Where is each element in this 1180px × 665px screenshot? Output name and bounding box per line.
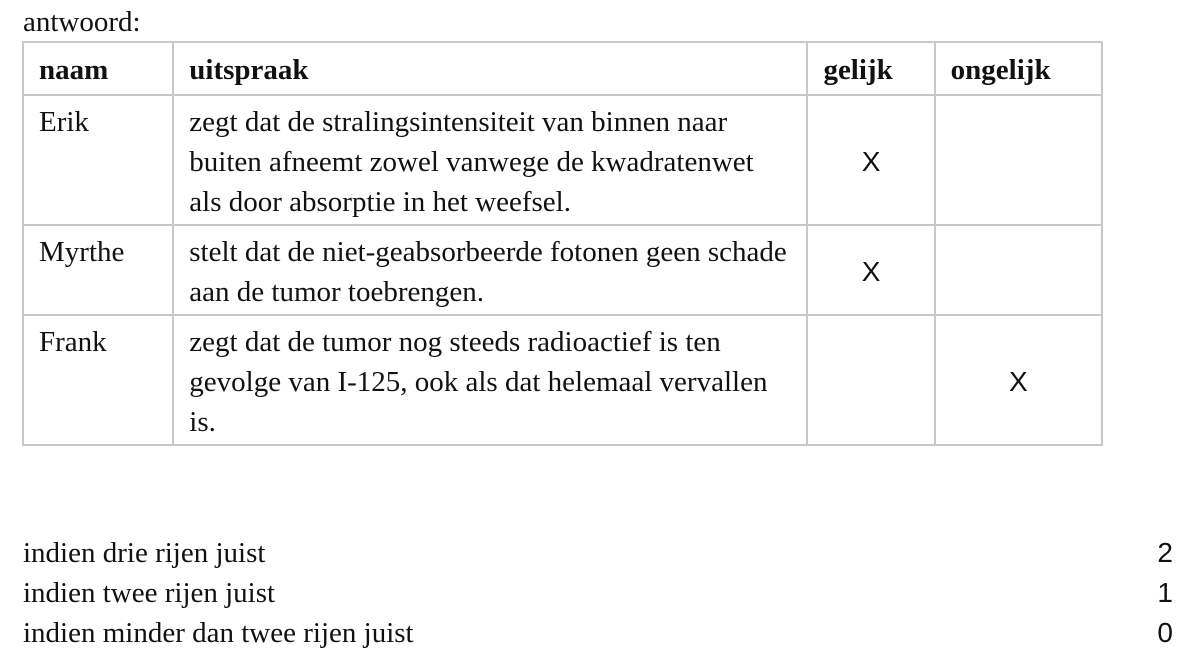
scoring-points: 2 [1157, 537, 1173, 568]
scoring-points: 0 [1157, 617, 1173, 648]
scoring-row [23, 613, 1173, 653]
scoring-list [23, 533, 1173, 653]
scoring-row [23, 573, 1173, 613]
table-row [23, 315, 1102, 445]
cell-naam: Myrthe [23, 225, 173, 315]
cell-ongelijk [935, 95, 1102, 225]
cell-ongelijk [935, 225, 1102, 315]
answer-label: antwoord: [23, 6, 141, 38]
header-ongelijk: ongelijk [935, 42, 1102, 95]
scoring-criterion: indien twee rijen juist [23, 577, 276, 609]
cell-naam: Erik [23, 95, 173, 225]
scoring-points: 1 [1157, 577, 1173, 608]
cell-naam: Frank [23, 315, 173, 445]
cell-uitspraak: zegt dat de stralingsintensiteit van binnen naar buiten afneemt zowel vanwege de kwadratenwet als door absorptie in het weefsel. [173, 95, 807, 225]
table-row [23, 225, 1102, 315]
cell-uitspraak: stelt dat de niet-geabsorbeerde fotonen geen schade aan de tumor toebrengen. [173, 225, 807, 315]
scoring-row [23, 533, 1173, 573]
cell-ongelijk: X [935, 315, 1102, 445]
header-naam: naam [23, 42, 173, 95]
cell-gelijk [807, 315, 934, 445]
scoring-criterion: indien drie rijen juist [23, 537, 266, 569]
scoring-criterion: indien minder dan twee rijen juist [23, 617, 414, 649]
cell-uitspraak: zegt dat de tumor nog steeds radioactief is ten gevolge van I-125, ook als dat helemaal vervallen is. [173, 315, 807, 445]
header-gelijk: gelijk [807, 42, 934, 95]
cell-gelijk: X [807, 95, 934, 225]
header-uitspraak: uitspraak [173, 42, 807, 95]
table-header-row [23, 42, 1102, 95]
table-row [23, 95, 1102, 225]
answer-table [22, 41, 1103, 446]
cell-gelijk: X [807, 225, 934, 315]
